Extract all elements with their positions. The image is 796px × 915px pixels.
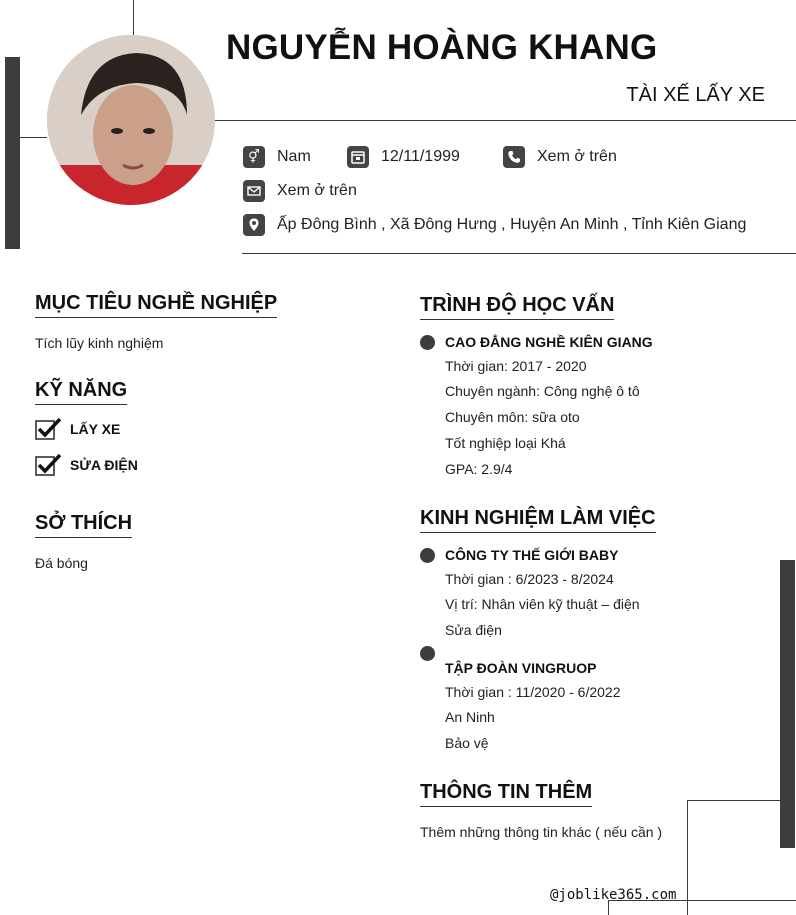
education-line: GPA: 2.9/4	[445, 461, 513, 477]
hobbies-text: Đá bóng	[35, 555, 88, 571]
phone-icon	[503, 146, 525, 168]
bullet-dot	[420, 646, 435, 661]
job-line: Bảo vệ	[445, 735, 489, 751]
email-row	[243, 180, 357, 202]
skill-item	[35, 418, 120, 440]
job-line: An Ninh	[445, 709, 495, 725]
mail-icon	[243, 180, 265, 202]
contact-divider	[242, 253, 796, 254]
phone-value: Xem ở trên	[537, 148, 617, 165]
address-value: Ấp Đông Bình , Xã Đông Hưng , Huyện An Minh , Tỉnh Kiên Giang	[277, 216, 747, 233]
checkbox-checked-icon	[35, 418, 61, 440]
education-line: Chuyên ngành: Công nghệ ô tô	[445, 383, 640, 399]
left-connector-line	[20, 137, 47, 138]
header-divider	[215, 120, 796, 121]
gender-icon: ⚥	[243, 146, 265, 168]
corner-frame-vertical	[687, 800, 688, 915]
objective-title: MỤC TIÊU NGHỀ NGHIỆP	[35, 292, 277, 318]
bullet-dot	[420, 335, 435, 350]
extra-info-text: Thêm những thông tin khác ( nếu cần )	[420, 824, 663, 840]
job-line: Vị trí: Nhân viên kỹ thuật – điện	[445, 596, 640, 612]
hobbies-title: SỞ THÍCH	[35, 512, 132, 538]
top-connector-line	[133, 0, 134, 36]
education-line: Thời gian: 2017 - 2020	[445, 358, 587, 374]
calendar-icon	[347, 146, 369, 168]
phone-row	[503, 146, 617, 168]
bullet-dot	[420, 548, 435, 563]
company-name: TẬP ĐOÀN VINGRUOP	[445, 660, 597, 676]
education-line: Tốt nghiệp loại Khá	[445, 435, 566, 451]
skill-label: LẤY XE	[70, 421, 121, 437]
job-position: TÀI XẾ LẤY XE	[626, 84, 765, 106]
gender-row	[243, 146, 311, 168]
extra-info-title: THÔNG TIN THÊM	[420, 781, 592, 807]
candidate-name: NGUYỄN HOÀNG KHANG	[226, 28, 658, 67]
company-name: CÔNG TY THẾ GIỚI BABY	[445, 547, 619, 563]
skills-title: KỸ NĂNG	[35, 379, 127, 405]
left-accent-bar	[5, 57, 20, 249]
birthday-row	[347, 146, 460, 168]
address-row	[243, 214, 746, 236]
job-line: Thời gian : 11/2020 - 6/2022	[445, 684, 621, 700]
skill-label: SỬA ĐIỆN	[70, 457, 138, 473]
watermark: @joblike365.com	[550, 887, 677, 903]
corner-frame-top	[687, 800, 780, 801]
avatar-photo	[47, 35, 215, 205]
birthday-value: 12/11/1999	[381, 148, 460, 165]
school-name: CAO ĐẲNG NGHỀ KIÊN GIANG	[445, 334, 653, 350]
experience-title: KINH NGHIỆM LÀM VIỆC	[420, 507, 656, 533]
right-accent-bar	[780, 560, 795, 848]
gender-value: Nam	[277, 148, 311, 165]
job-line: Thời gian : 6/2023 - 8/2024	[445, 571, 614, 587]
education-line: Chuyên môn: sữa oto	[445, 409, 580, 425]
skill-item	[35, 454, 138, 476]
email-value: Xem ở trên	[277, 182, 357, 199]
avatar	[47, 35, 215, 205]
location-icon	[243, 214, 265, 236]
objective-text: Tích lũy kinh nghiệm	[35, 335, 164, 351]
education-title: TRÌNH ĐỘ HỌC VẤN	[420, 294, 614, 320]
job-line: Sửa điện	[445, 622, 502, 638]
checkbox-checked-icon	[35, 454, 61, 476]
